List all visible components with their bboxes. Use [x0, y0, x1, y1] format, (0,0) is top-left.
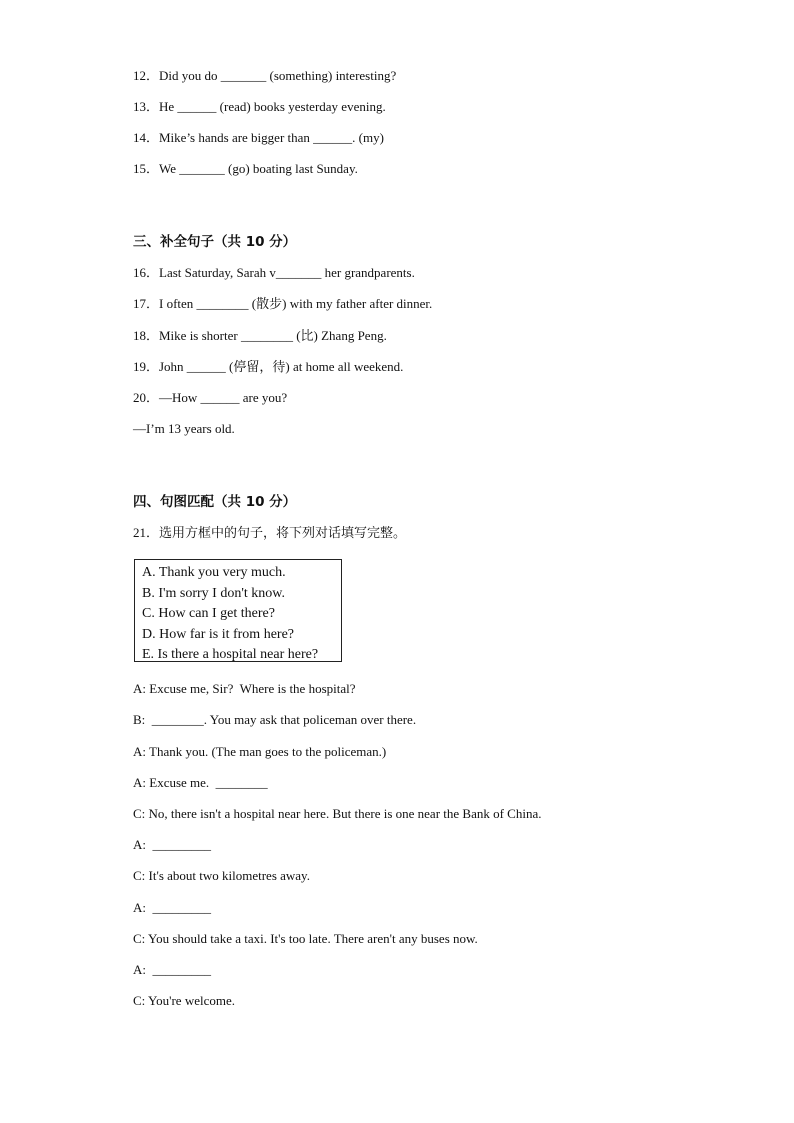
question-21: 21．选用方框中的句子，将下列对话填写完整。 [133, 525, 407, 540]
dialogue-line: B: ________. You may ask that policeman over there. [133, 712, 417, 727]
question-17: 17．I often ________ (散步) with my father after dinner. [133, 296, 433, 311]
section-4-heading: 四、句图匹配（共 10 分） [133, 494, 297, 510]
dialogue-line: A: _________ [133, 962, 211, 977]
dialogue-line: A: Excuse me, Sir? Where is the hospital? [133, 681, 356, 696]
dialogue-line: A: Excuse me. ________ [133, 775, 268, 790]
section-3-heading: 三、补全句子（共 10 分） [133, 234, 297, 250]
dialogue-line: C: You're welcome. [133, 993, 236, 1008]
question-12: 12．Did you do _______ (something) interesting? [133, 68, 397, 83]
question-18: 18．Mike is shorter ________ (比) Zhang Peng. [133, 328, 387, 343]
dialogue-line: C: You should take a taxi. It's too late. There aren't any buses now. [133, 931, 478, 946]
option-e: E. Is there a hospital near here? [142, 647, 319, 662]
dialogue-line: A: _________ [133, 900, 211, 915]
dialogue-line: C: It's about two kilometres away. [133, 868, 310, 883]
question-19: 19．John ______ (停留，待) at home all weekend. [133, 359, 404, 374]
question-16: 16．Last Saturday, Sarah v_______ her grandparents. [133, 265, 415, 280]
option-c: C. How can I get there? [142, 606, 275, 621]
dialogue-line: C: No, there isn't a hospital near here. But there is one near the Bank of China. [133, 806, 542, 821]
dialogue-line: A: _________ [133, 837, 211, 852]
option-a: A. Thank you very much. [142, 565, 286, 580]
option-b: B. I'm sorry I don't know. [142, 585, 285, 601]
dialogue-line: A: Thank you. (The man goes to the policeman.) [133, 744, 387, 759]
question-20: 20．—How ______ are you? [133, 390, 288, 405]
question-20-answer: —I’m 13 years old. [133, 421, 235, 436]
options-box [134, 559, 342, 662]
question-14: 14．Mike’s hands are bigger than ______. (my) [133, 130, 384, 145]
question-13: 13．He ______ (read) books yesterday evening. [133, 99, 386, 114]
question-15: 15．We _______ (go) boating last Sunday. [133, 161, 358, 176]
option-d: D. How far is it from here? [142, 626, 295, 642]
